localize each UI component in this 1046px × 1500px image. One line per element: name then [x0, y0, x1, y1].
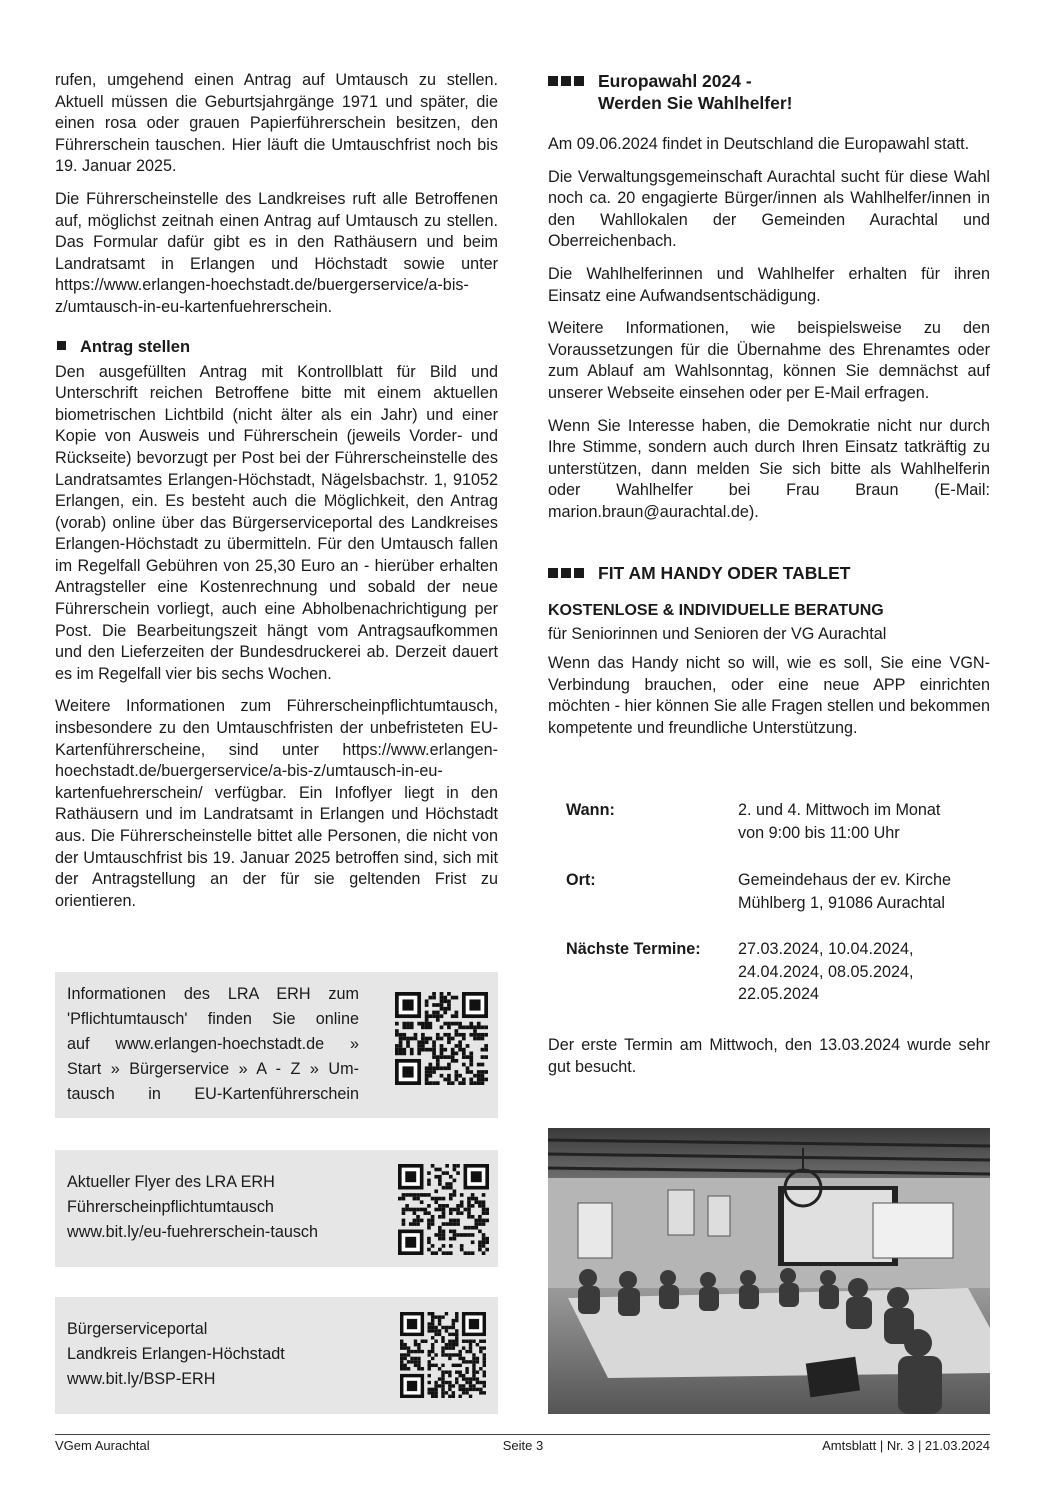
paragraph-weitere-infos: Weitere Informationen, wie beispielsweise zu den Voraussetzungen für die Übernahme des Ehrenamtes oder zum Ablauf am Wahlsonntag, können Sie demnächst auf unserer Webseite einsehen oder per E-Mail erfragen. [548, 319, 990, 402]
qr-code-icon[interactable] [395, 992, 488, 1085]
schedule-value-line: von 9:00 bis 11:00 Uhr [738, 823, 900, 842]
info-box-text [67, 982, 359, 1107]
schedule-value-line: Mühlberg 1, 91086 Aurachtal [738, 893, 945, 912]
paragraph-weitere-informationen: Weitere Informationen zum Führerscheinpflichtumtausch, insbesondere zu den Umtauschfristen der unbefristeten EU-Kartenführerscheine, sind unter https://www.erlangen-hoechstadt.de/buergerservice/a-bis-z/umtausch-in-eu-kartenfuehrerschein/ verfügbar. Ein Infoflyer liegt in den Rathäusern und im Landratsamt in Erlangen und Höchstadt aus. Die Führerscheinstelle bittet alle Personen, die nicht von der Umtauschfrist bis 19. Januar 2025 betroffen sind, sich mit der Antragstellung an der für sie geltenden Frist zu orientieren. [55, 697, 498, 910]
subheading-beratung: KOSTENLOSE & INDIVIDUELLE BERATUNG [548, 601, 884, 619]
schedule-value [738, 938, 998, 1006]
info-box-pflichtumtausch [55, 972, 498, 1118]
heading-line: Europawahl 2024 - [598, 71, 752, 91]
paragraph-europawahl-date: Am 09.06.2024 findet in Deutschland die Europawahl statt. [548, 135, 970, 153]
info-line: 'Pflichtumtausch' finden Sie online [67, 1010, 359, 1028]
subtitle-senioren: für Seniorinnen und Senioren der VG Aurachtal [548, 624, 887, 643]
info-line: Führerscheinpflichtumtausch [67, 1198, 274, 1216]
info-line: www.bit.ly/eu-fuehrerschein-tausch [67, 1223, 319, 1241]
paragraph-wahlhelfer-gesucht: Die Verwaltungsgemeinschaft Aurachtal sucht für diese Wahl noch ca. 20 engagierte Bürger/innen als Wahlhelfer/innen in den Wahllokalen der Gemeinden Aurachtal und Oberreichenbach. [548, 167, 990, 251]
paragraph-aufwandsentschaedigung: Die Wahlhelferinnen und Wahlhelfer erhalten für ihren Einsatz eine Aufwandsentschädigung. [548, 264, 990, 305]
qr-code-icon[interactable] [398, 1164, 489, 1255]
heading-line: Werden Sie Wahlhelfer! [598, 93, 793, 113]
schedule-value-line: 27.03.2024, 10.04.2024, [738, 940, 914, 958]
qr-code-icon[interactable] [400, 1312, 486, 1398]
paragraph-erster-termin: Der erste Termin am Mittwoch, den 13.03.2024 wurde sehr gut besucht. [548, 1036, 990, 1076]
schedule-label: Nächste Termine: [566, 940, 701, 958]
schedule-value-line: 22.05.2024 [738, 985, 820, 1003]
heading-fit-am-handy [548, 562, 990, 584]
paragraph-fuehrerscheinstelle: Die Führerscheinstelle des Landkreises ruft alle Betroffenen auf, möglichst zeitnah einen Antrag auf Umtausch zu stellen. Das Formular dafür gibt es in den Rathäusern und beim Landratsamt in Erlangen und Höchstadt sowie unter https://www.erlangen-hoechstadt.de/buergerservice/a-bis-z/umtausch-in-eu-kartenfuehrerschein. [55, 189, 498, 316]
paragraph-kontakt: Wenn Sie Interesse haben, die Demokratie nicht nur durch Ihre Stimme, sondern auch durch Ihren Einsatz tatkräftig zu unterstützen, dann melden Sie sich bitte als Wahlhelferin oder Wahlhelfer bei Frau Braun (E-Mail: marion.braun@aurachtal.de). [548, 416, 990, 521]
square-bullet-icon [57, 341, 66, 350]
footer-divider [55, 1434, 990, 1435]
schedule-label: Ort: [566, 871, 596, 889]
photo-illustration [548, 1128, 990, 1414]
paragraph-handy-intro: Wenn das Handy nicht so will, wie es soll, Sie eine VGN-Verbindung brauchen, oder eine neue APP einrichten möchten - hier können Sie alle Fragen stellen und bekommen kompetente und freundliche Unterstützung. [548, 654, 990, 737]
heading-marker-icon [548, 76, 584, 86]
footer-publisher: VGem Aurachtal [55, 1438, 150, 1453]
heading-text: FIT AM HANDY ODER TABLET [598, 562, 851, 583]
heading-europawahl [548, 70, 990, 114]
subheading-antrag-stellen [55, 336, 498, 358]
info-box-text [67, 1317, 367, 1392]
info-line: Aktueller Flyer des LRA ERH [67, 1173, 275, 1191]
schedule-value-line: Gemeindehaus der ev. Kirche [738, 871, 951, 889]
footer-issue: Amtsblatt | Nr. 3 | 21.03.2024 [822, 1438, 990, 1453]
heading-marker-icon [548, 568, 584, 578]
schedule-value-line: 24.04.2024, 08.05.2024, [738, 962, 914, 981]
info-line: Start » Bürgerservice » A - Z » Um- [67, 1060, 359, 1078]
schedule-value [738, 869, 998, 914]
info-line: tausch in EU-Kartenführerschein [67, 1085, 359, 1103]
schedule-value [738, 799, 998, 844]
info-line: Landkreis Erlangen-Höchstadt [67, 1345, 285, 1363]
right-column [548, 70, 990, 739]
info-box-buergerserviceportal [55, 1297, 498, 1414]
subheading-text: Antrag stellen [80, 337, 191, 356]
info-box-text [67, 1170, 367, 1245]
info-line: auf www.erlangen-hoechstadt.de » [67, 1035, 359, 1053]
footer-page-number: Seite 3 [502, 1438, 544, 1453]
info-box-flyer [55, 1150, 498, 1267]
info-line: Bürgerserviceportal [67, 1320, 208, 1338]
info-line: Informationen des LRA ERH zum [67, 985, 359, 1003]
schedule-label: Wann: [566, 801, 615, 819]
paragraph-umtausch-intro: rufen, umgehend einen Antrag auf Umtausch zu stellen. Aktuell müssen die Geburtsjahrgänge 1971 und später, die einen rosa oder grauen Papierführerschein besitzen, den Führerschein tauschen. Hier läuft die Umtauschfrist noch bis 19. Januar 2025. [55, 71, 498, 176]
info-line: www.bit.ly/BSP-ERH [67, 1370, 216, 1388]
paragraph-antrag: Den ausgefüllten Antrag mit Kontrollblatt für Bild und Unterschrift reichen Betroffene bitte mit einem aktuellen biometrischen Lichtbild (nicht älter als ein Jahr) und einer Kopie von Ausweis und Führerschein (jeweils Vorder- und Rückseite) bevorzugt per Post bei der Führerscheinstelle des Landratsamtes Erlangen-Höchstadt, Nägelsbachstr. 1, 91052 Erlangen, ein. Es besteht auch die Möglichkeit, den Antrag (vorab) online über das Bürgerserviceportal des Landkreises Erlangen-Höchstadt zu übermitteln. Für den Umtausch fallen im Regelfall Gebühren von 25,30 Euro an - hierüber erhalten Antragsteller eine Kostenrechnung und sobald der neue Führerschein vorliegt, auch eine Abholbenachrichtigung per Post. Die Bearbeitungszeit hängt vom Antragsaufkommen und den Lieferzeiten der Bundesdruckerei ab. Derzeit dauert es im Regelfall vier bis sechs Wochen. [55, 362, 498, 683]
schedule-value-line: 2. und 4. Mittwoch im Monat [738, 801, 941, 819]
left-column [55, 70, 498, 912]
photo-beratung-gemeindehaus [548, 1128, 990, 1414]
